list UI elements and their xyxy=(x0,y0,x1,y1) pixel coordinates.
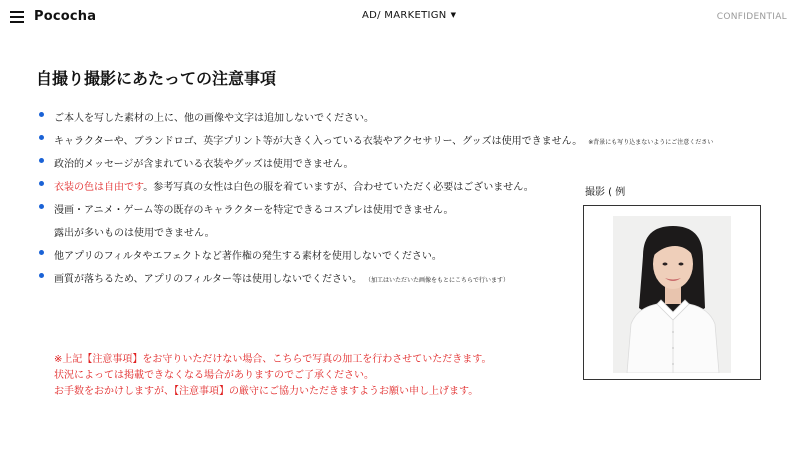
bullet-icon xyxy=(39,250,44,255)
bullet-icon xyxy=(39,135,44,140)
rule-text: 他アプリのフィルタやエフェクトなど著作権の発生する素材を使用しないでください。 xyxy=(54,251,442,262)
section-dropdown[interactable] xyxy=(362,10,456,21)
rule-text xyxy=(54,132,713,147)
warning-line: お手数をおかけしますが、【注意事項】の厳守にご協力いただきますようお願い申し上げます。 xyxy=(54,386,479,397)
rule-text xyxy=(54,178,534,193)
photo-example-label: 撮影 ( 例 xyxy=(585,187,626,198)
rule-text xyxy=(54,270,509,285)
confidential-label: CONFIDENTIAL xyxy=(716,12,787,22)
rule-note: ※背景にも写り込まないようにご注意ください xyxy=(588,139,714,146)
rule-text: ご本人を写した素材の上に、他の画像や文字は追加しないでください。 xyxy=(54,113,374,124)
bullet-icon xyxy=(39,181,44,186)
header xyxy=(0,0,800,34)
bullet-icon xyxy=(39,204,44,209)
bullet-icon xyxy=(39,273,44,278)
page-title: 自撮り撮影にあたっての注意事項 xyxy=(36,69,277,88)
rule-highlight: 衣装の色は自由です xyxy=(54,182,144,193)
portrait-illustration xyxy=(613,216,731,373)
rule-continuation: 露出が多いものは使用できません。 xyxy=(54,228,215,239)
bullet-icon xyxy=(39,112,44,117)
warning-line: ※上記【注意事項】をお守りいただけない場合、こちらで写真の加工を行わさせていただきます。 xyxy=(54,354,492,365)
logo[interactable]: Pococha xyxy=(34,9,97,24)
photo-example-frame xyxy=(583,205,761,380)
caret-down-icon: ▼ xyxy=(450,11,457,19)
bullet-icon xyxy=(39,158,44,163)
rule-text-main: キャラクターや、ブランドロゴ、英字プリント等が大きく入っている衣装やアクセサリー、グッズは使用できません。 xyxy=(54,136,583,147)
example-photo xyxy=(613,216,731,373)
rule-note: （加工はいただいた画像をもとにこちらで行います） xyxy=(368,277,509,284)
rule-text: 漫画・アニメ・ゲーム等の既存のキャラクターを特定できるコスプレは使用できません。 xyxy=(54,205,454,216)
rule-text-main: 。参考写真の女性は白色の服を着ていますが、合わせていただく必要はございません。 xyxy=(143,182,534,193)
warning-line: 状況によっては掲載できなくなる場合がありますのでご了承ください。 xyxy=(54,370,374,381)
section-dropdown-label: AD/ MARKETIGN xyxy=(362,10,447,21)
menu-icon[interactable] xyxy=(10,11,24,23)
rule-text: 政治的メッセージが含まれている衣装やグッズは使用できません。 xyxy=(54,159,354,170)
rule-text-main: 画質が落ちるため、アプリのフィルター等は使用しないでください。 xyxy=(54,274,362,285)
